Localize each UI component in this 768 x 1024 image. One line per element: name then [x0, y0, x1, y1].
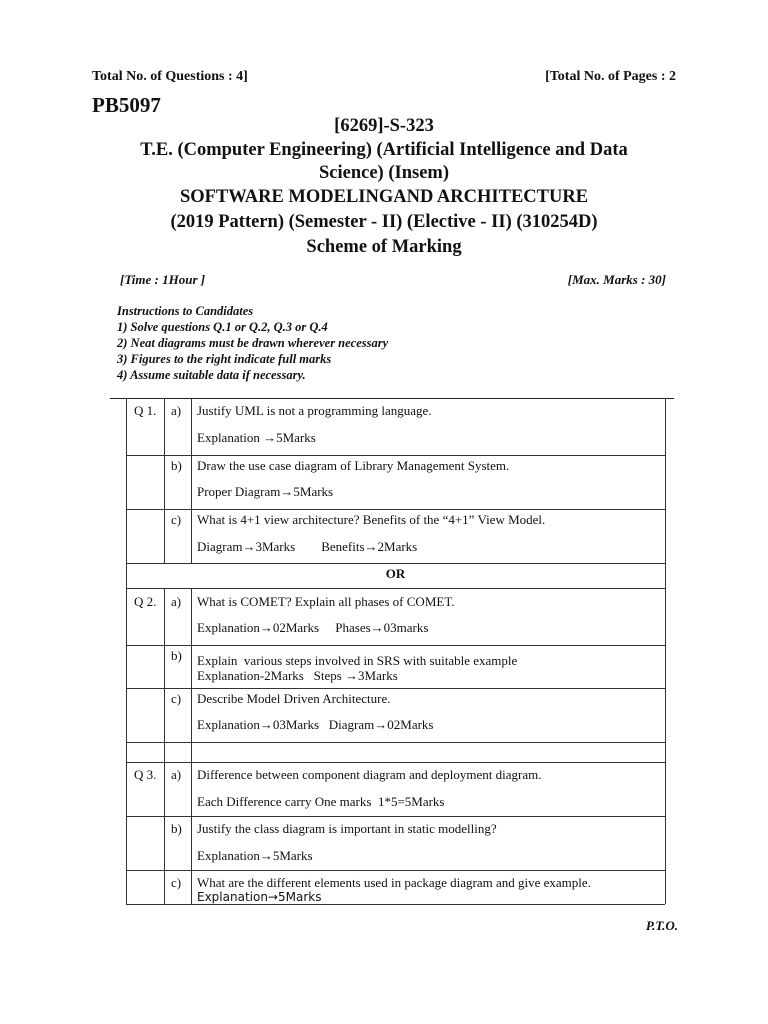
part-label: c)	[171, 691, 182, 706]
question-label: Q 1.	[134, 403, 157, 418]
marking-scheme: Explanation→5Marks	[197, 890, 322, 904]
table-col-divider	[164, 398, 165, 563]
pattern-line: (2019 Pattern) (Semester - II) (Elective - II) (310254D)	[170, 212, 598, 232]
scheme-title: Scheme of Marking	[306, 237, 462, 257]
instructions-heading: Instructions to Candidates	[117, 304, 254, 318]
table-divider	[126, 563, 665, 564]
please-turn-over: P.T.O.	[645, 918, 678, 933]
table-divider	[126, 742, 665, 743]
marking-scheme: Explanation→02Marks Phases→03marks	[197, 620, 429, 635]
instruction-item: 2) Neat diagrams must be drawn wherever necessary	[117, 336, 389, 350]
table-col-divider	[191, 588, 192, 904]
part-label: a)	[171, 594, 182, 609]
part-label: b)	[171, 648, 182, 663]
question-text: Describe Model Driven Architecture.	[197, 691, 391, 706]
paper-code: PB5097	[92, 93, 161, 117]
table-border-right	[665, 398, 666, 904]
table-divider	[126, 588, 665, 589]
question-text: Draw the use case diagram of Library Management System.	[197, 458, 510, 473]
marking-scheme: Explanation-2Marks Steps →3Marks	[197, 668, 398, 683]
question-text: Justify UML is not a programming language.	[197, 403, 432, 418]
part-label: b)	[171, 821, 182, 836]
marking-scheme: Proper Diagram→5Marks	[197, 484, 334, 499]
subject-title: SOFTWARE MODELINGAND ARCHITECTURE	[179, 187, 589, 207]
table-border-left	[126, 398, 127, 904]
total-pages: [Total No. of Pages : 2	[545, 69, 676, 84]
marking-scheme: Each Difference carry One marks 1*5=5Marks	[197, 794, 445, 809]
part-label: c)	[171, 875, 182, 890]
instruction-item: 1) Solve questions Q.1 or Q.2, Q.3 or Q.4	[117, 320, 328, 334]
course-title-line2: Science) (Insem)	[319, 163, 449, 183]
marking-scheme: Explanation→03Marks Diagram→02Marks	[197, 717, 434, 732]
question-text: Difference between component diagram and deployment diagram.	[197, 767, 542, 782]
question-text: What is 4+1 view architecture? Benefits of the “4+1” View Model.	[197, 512, 546, 527]
question-label: Q 2.	[134, 594, 157, 609]
course-title-line1: T.E. (Computer Engineering) (Artificial Intelligence and Data	[140, 140, 628, 160]
question-text: What is COMET? Explain all phases of COMET.	[197, 594, 455, 609]
marking-scheme: Explanation →5Marks	[197, 430, 316, 445]
total-questions: Total No. of Questions : 4]	[92, 69, 248, 84]
table-divider	[126, 455, 665, 456]
table-top-rule	[110, 398, 674, 399]
table-divider	[126, 870, 665, 871]
marking-scheme: Explanation→5Marks	[197, 848, 313, 863]
exam-code: [6269]-S-323	[334, 116, 434, 136]
marking-scheme: Diagram→3Marks Benefits→2Marks	[197, 539, 418, 554]
question-label: Q 3.	[134, 767, 157, 782]
table-divider	[126, 762, 665, 763]
table-divider	[126, 688, 665, 689]
part-label: a)	[171, 767, 182, 782]
part-label: a)	[171, 403, 182, 418]
question-text: What are the different elements used in package diagram and give example.	[197, 875, 591, 890]
question-text: Justify the class diagram is important in static modelling?	[197, 821, 497, 836]
table-divider	[126, 509, 665, 510]
exam-time: [Time : 1Hour ]	[120, 272, 206, 287]
table-col-divider	[191, 398, 192, 563]
part-label: b)	[171, 458, 182, 473]
table-divider	[126, 645, 665, 646]
instruction-item: 4) Assume suitable data if necessary.	[117, 368, 306, 382]
max-marks: [Max. Marks : 30]	[567, 272, 666, 287]
table-col-divider	[164, 588, 165, 904]
or-separator: OR	[385, 566, 406, 581]
table-divider	[126, 904, 665, 905]
instruction-item: 3) Figures to the right indicate full marks	[117, 352, 332, 366]
question-text: Explain various steps involved in SRS with suitable example	[197, 653, 518, 668]
part-label: c)	[171, 512, 182, 527]
table-divider	[126, 816, 665, 817]
instructions	[117, 303, 388, 383]
